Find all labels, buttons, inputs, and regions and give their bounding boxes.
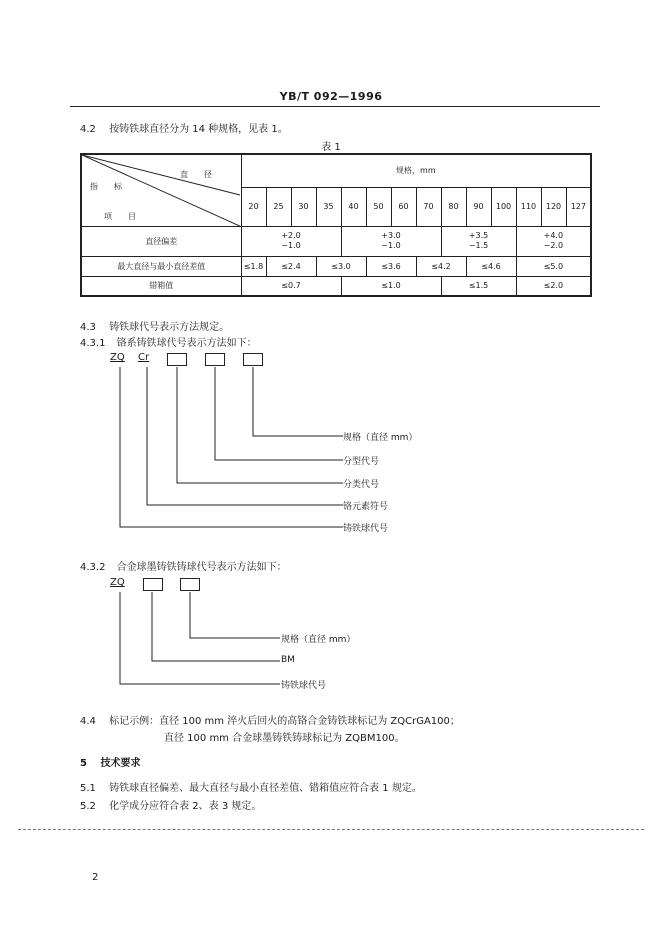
difference-cell: ≤3.0 — [316, 256, 366, 276]
size-cell: 35 — [316, 187, 341, 226]
size-cell: 60 — [391, 187, 416, 226]
size-cell: 30 — [291, 187, 316, 226]
page-number: 2 — [92, 872, 99, 883]
difference-cell: ≤3.6 — [366, 256, 416, 276]
section-text: 按铸铁球直径分为 14 种规格，见表 1。 — [109, 124, 288, 135]
size-cell: 70 — [416, 187, 441, 226]
section-number: 5 — [80, 758, 87, 769]
code-cr: Cr — [138, 352, 150, 363]
mismatch-cell: ≤2.0 — [516, 276, 591, 296]
section-text: 化学成分应符合表 2、表 3 规定。 — [109, 801, 262, 812]
size-cell: 90 — [466, 187, 491, 226]
difference-cell: ≤5.0 — [516, 256, 591, 276]
deviation-cell: +3.0 −1.0 — [341, 226, 441, 256]
spec-header-cell: 规格，mm — [241, 154, 591, 187]
size-cell: 100 — [491, 187, 516, 226]
section-number: 4.3 — [80, 322, 96, 333]
difference-cell: ≤2.4 — [266, 256, 316, 276]
label-cr-symbol: 铬元素符号 — [343, 502, 389, 512]
size-cell: 120 — [541, 187, 566, 226]
label-class: 分类代号 — [343, 480, 380, 490]
section-number: 4.4 — [80, 716, 96, 727]
example-line-2: 直径 100 mm 合金球墨铸铁铸球标记为 ZQBM100。 — [164, 733, 405, 744]
label-ball-code: 铸铁球代号 — [281, 681, 327, 691]
label-size: 规格（直径 mm） — [343, 433, 418, 443]
corner-label-diameter: 直 径 — [180, 170, 212, 179]
standard-code-header: YB/T 092—1996 — [279, 90, 383, 103]
section-title: 技术要求 — [100, 758, 141, 769]
label-bm: BM — [281, 655, 295, 665]
section-4-4 — [80, 712, 460, 727]
section-number: 5.2 — [80, 801, 96, 812]
corner-label-index: 指 标 — [90, 182, 122, 191]
label-subtype: 分型代号 — [343, 457, 380, 467]
section-number: 4.3.2 — [80, 562, 106, 573]
corner-label-item: 项 目 — [104, 212, 136, 221]
label-ball-code: 铸铁球代号 — [343, 524, 389, 534]
section-5-2 — [80, 797, 261, 812]
section-5-1 — [80, 779, 422, 794]
section-5-heading — [80, 754, 140, 769]
difference-cell: ≤4.6 — [466, 256, 516, 276]
row-label-diameter-deviation: 直径偏差 — [81, 226, 241, 256]
deviation-cell: +2.0 −1.0 — [241, 226, 341, 256]
section-text: 合金球墨铸铁铸球代号表示方法如下： — [116, 562, 287, 573]
size-cell: 110 — [516, 187, 541, 226]
section-text: 铸铁球代号表示方法规定。 — [109, 322, 230, 333]
row-label-mismatch: 错箱值 — [81, 276, 241, 296]
size-cell: 80 — [441, 187, 466, 226]
table-caption: 表 1 — [321, 142, 341, 153]
section-text: 铸铁球直径偏差、最大直径与最小直径差值、错箱值应符合表 1 规定。 — [109, 783, 422, 794]
mismatch-cell: ≤1.5 — [441, 276, 516, 296]
section-number: 4.3.1 — [80, 338, 106, 349]
deviation-cell: +4.0 −2.0 — [516, 226, 591, 256]
mismatch-cell: ≤1.0 — [341, 276, 441, 296]
code-zq: ZQ — [110, 352, 125, 363]
row-label-diameter-difference: 最大直径与最小直径差值 — [81, 256, 241, 276]
mismatch-cell: ≤0.7 — [241, 276, 341, 296]
size-cell: 40 — [341, 187, 366, 226]
section-number: 5.1 — [80, 783, 96, 794]
difference-cell: ≤4.2 — [416, 256, 466, 276]
section-text: 铬系铸铁球代号表示方法如下： — [116, 338, 257, 349]
label-size: 规格（直径 mm） — [281, 635, 356, 645]
code-zq: ZQ — [110, 577, 125, 588]
scan-divider — [18, 829, 644, 830]
difference-cell: ≤1.8 — [241, 256, 266, 276]
deviation-cell: +3.5 −1.5 — [441, 226, 516, 256]
size-cell: 25 — [266, 187, 291, 226]
size-cell: 127 — [566, 187, 591, 226]
size-cell: 50 — [366, 187, 391, 226]
size-cell: 20 — [241, 187, 266, 226]
example-line-1: 标记示例：直径 100 mm 淬火后回火的高铬合金铸铁球标记为 ZQCrGA100； — [109, 716, 460, 727]
section-number: 4.2 — [80, 124, 96, 135]
